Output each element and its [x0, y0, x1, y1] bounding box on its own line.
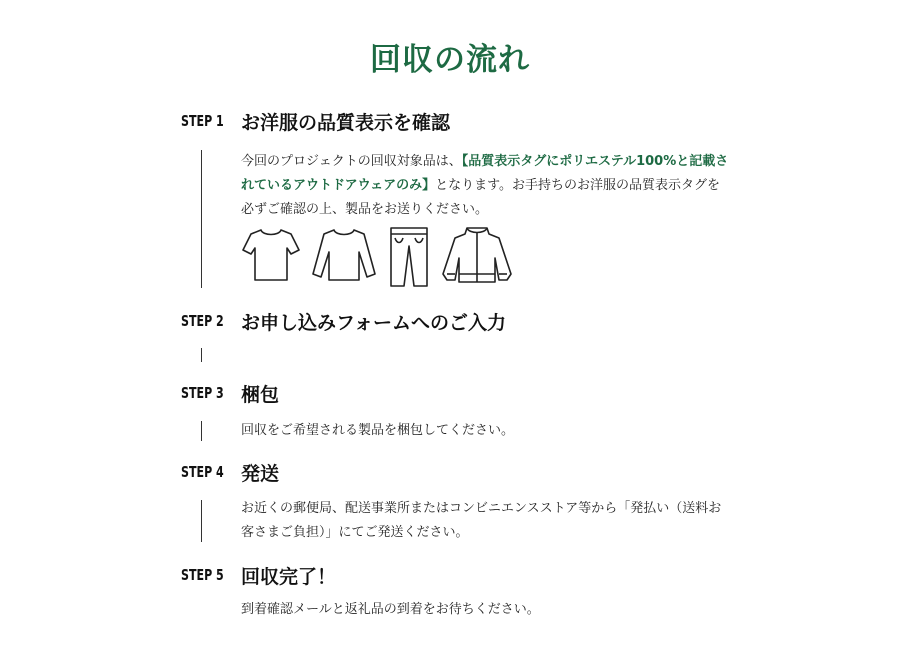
- tshirt-icon: [241, 224, 301, 284]
- long-sleeve-shirt-icon: [309, 224, 379, 284]
- step-4-label: STEP 4: [181, 463, 224, 481]
- step-1-divider: [201, 150, 202, 288]
- step-5-text: 到着確認メールと返礼品の到着をお待ちください。: [241, 602, 540, 617]
- step-2-divider: [201, 348, 202, 362]
- step-5-title: 回収完了！: [241, 566, 337, 588]
- step-3-title: 梱包: [241, 384, 280, 406]
- step-2-label: STEP 2: [181, 312, 224, 330]
- step-2-title: お申し込みフォームへのご入力: [241, 312, 507, 334]
- step-4-divider: [201, 500, 202, 542]
- step-1-text-after: となります。お手持ちのお洋服の品質表示タグを必ずご確認の上、製品をお送りください。: [241, 178, 721, 217]
- step-4-text: お近くの郵便局、配送事業所またはコンビニエンスストア等から「発払い（送料お客さまご負担）」にてご発送ください。: [241, 501, 722, 540]
- step-1-title: お洋服の品質表示を確認: [241, 112, 451, 134]
- step-5-label: STEP 5: [181, 566, 224, 584]
- step-1-text-before: 今回のプロジェクトの回収対象品は、: [241, 154, 462, 169]
- page-title: 回収の流れ: [370, 42, 530, 78]
- step-3-text: 回収をご希望される製品を梱包してください。: [241, 423, 515, 438]
- jacket-icon: [437, 224, 517, 286]
- step-3-divider: [201, 421, 202, 441]
- pants-icon: [387, 224, 431, 288]
- step-1-label: STEP 1: [181, 112, 224, 130]
- step-1-text-highlight: 【品質表示タグにポリエステル100%と記載されているアウトドアウェアのみ】: [241, 154, 729, 193]
- clothing-icons: [241, 224, 521, 288]
- step-3-label: STEP 3: [181, 384, 224, 402]
- step-4-title: 発送: [241, 463, 280, 485]
- step-1-text: [241, 150, 731, 222]
